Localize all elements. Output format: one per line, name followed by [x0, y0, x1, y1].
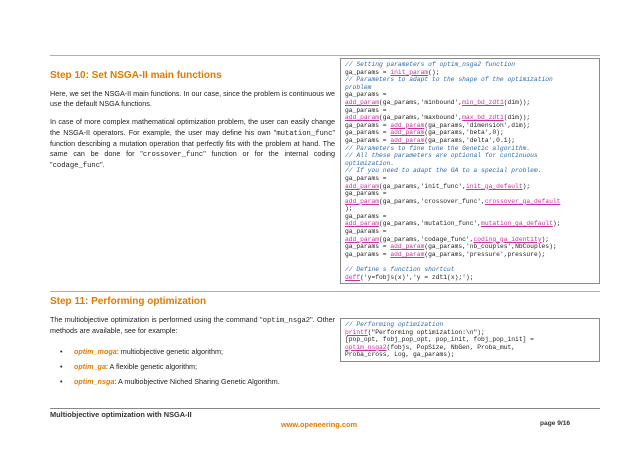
code-text: ('y=fobjs(x)','y = zdt1(x);'); — [360, 273, 474, 281]
codage-func-code: codage_func — [52, 162, 101, 171]
list-item — [50, 359, 335, 374]
page-number: page 9/16 — [540, 420, 571, 427]
list-item — [50, 344, 335, 359]
code-function: max_bd_zdt1 — [462, 114, 504, 122]
code-comment: // Setting parameters of optim_nsga2 function — [345, 61, 516, 68]
step10-paragraph-1: Here, we set the NSGA-II main functions. In our case, since the problem is continuous we use the default NSGA functions. — [50, 89, 335, 109]
code-line — [345, 344, 595, 352]
text-segment: " function describing a mutation operation that perfectly fits with the problem at hand. The same can be done for " — [50, 127, 335, 159]
code-function: crossover_ga_default — [484, 197, 561, 205]
code-function: init_ga_default — [465, 182, 523, 190]
code-function: add_param — [345, 235, 380, 243]
code-function: add_param — [390, 121, 425, 129]
method-name: optim_nsga — [74, 377, 115, 387]
code-text: ga_params = — [345, 91, 387, 99]
code-comment: optimization. — [345, 159, 395, 167]
code-text: (dim)); — [503, 114, 531, 122]
code-line — [345, 107, 595, 115]
code-text: Proba_cross, Log, ga_params); — [345, 351, 455, 359]
code-function: init_param — [390, 68, 429, 76]
code-comment: // All these parameters are optional for continuous — [345, 152, 538, 160]
code-text: [pop_opt, fobj_pop_opt, pop_init, fobj_pop_init] = — [345, 336, 534, 344]
code-text: ); — [345, 205, 353, 213]
code-text: ga_params = — [345, 68, 391, 76]
code-text: (ga_params,'beta',0); — [424, 129, 504, 137]
footer-url-link[interactable]: www.openeering.com — [280, 420, 358, 429]
code-function: add_param — [345, 114, 380, 122]
code-function: add_param — [345, 182, 380, 190]
code-line — [345, 228, 595, 236]
text-segment: ". — [100, 160, 105, 170]
mutation-func-code: mutation_func — [276, 129, 333, 138]
step11-text-column — [50, 296, 335, 389]
code-line — [345, 258, 595, 266]
code-text: (ga_params,'nb_couples',NbCouples); — [424, 243, 557, 251]
code-text: (); — [428, 68, 440, 76]
code-line — [345, 274, 595, 282]
code-line — [345, 175, 595, 183]
text-segment: ". Other methods are available, see for example: — [50, 315, 335, 336]
method-name: optim_moga — [74, 347, 117, 357]
optim-nsga2-code: optim_nsga2 — [262, 317, 311, 325]
code-line — [345, 129, 595, 137]
code-text: (ga_params,'minbound', — [379, 98, 463, 106]
code-line — [345, 205, 595, 213]
code-text: (ga_params,'codage_func', — [379, 235, 474, 243]
code-text: (ga_params,'delta',0.1); — [424, 136, 516, 144]
code-function: min_bd_zdt1 — [462, 98, 504, 106]
step10-paragraph-2 — [50, 117, 335, 171]
code-function: add_param — [390, 250, 425, 258]
code-line — [345, 236, 595, 244]
code-block-optimization — [340, 318, 600, 362]
code-line — [345, 167, 595, 175]
code-line — [345, 213, 595, 221]
footer-title: Multiobjective optimization with NSGA-II — [50, 410, 192, 419]
footer-divider — [50, 408, 600, 409]
code-line — [345, 99, 595, 107]
code-line — [345, 220, 595, 228]
section-divider — [50, 291, 600, 292]
code-line — [345, 114, 595, 122]
step11-title: Step 11: Performing optimization — [50, 296, 207, 307]
code-line — [345, 152, 595, 160]
method-description: : multiobjective genetic algorithm; — [116, 347, 223, 357]
code-text: ga_params = — [345, 174, 387, 182]
code-text: ga_params = — [345, 190, 387, 198]
code-text: (ga_params,'init_func', — [379, 182, 466, 190]
code-line — [345, 137, 595, 145]
list-item — [50, 374, 335, 389]
code-function: add_param — [390, 129, 425, 137]
code-text: ga_params = — [345, 136, 391, 144]
code-comment: // Define s function shortcut — [345, 266, 455, 274]
step10-text-column — [50, 58, 335, 179]
code-comment: // Parameters to fine tune the Genetic algorithm. — [345, 144, 531, 152]
step10-code-column — [340, 58, 600, 284]
code-text: ga_params = — [345, 250, 391, 258]
code-text: ); — [541, 235, 550, 243]
method-description: : A flexible genetic algorithm; — [105, 362, 198, 372]
step11-section — [50, 296, 600, 396]
code-function: add_param — [390, 136, 425, 144]
code-function: mutation_ga_default — [481, 220, 553, 228]
code-line — [345, 91, 595, 99]
code-line — [345, 145, 595, 153]
code-text: ga_params = — [345, 212, 387, 220]
code-function: add_param — [345, 98, 380, 106]
crossover-func-code: crossover_func — [142, 151, 204, 160]
code-line — [345, 61, 595, 69]
code-line — [345, 336, 595, 344]
code-comment: // If you need to adapt the GA to a special problem. — [345, 167, 542, 175]
code-line — [345, 183, 595, 191]
code-line — [345, 198, 595, 206]
code-line — [345, 190, 595, 198]
code-line — [345, 160, 595, 168]
code-function: add_param — [390, 243, 425, 251]
code-line — [345, 76, 595, 84]
code-function: add_param — [345, 197, 380, 205]
code-line — [345, 243, 595, 251]
code-text: ); — [522, 182, 531, 190]
text-segment: In case of more complex mathematical optimization problem, the user can easily change the NSGA-II operators. For example, the user may define his own " — [50, 117, 335, 137]
code-text: (ga_params,'pressure',pressure); — [424, 250, 546, 258]
code-text: ("Performing optimization:\n"); — [367, 328, 485, 336]
code-text: ga_params = — [345, 106, 387, 114]
method-description: : A multiobjective Niched Sharing Genetic Algorithm. — [114, 377, 280, 387]
code-line — [345, 84, 595, 92]
code-text: (ga_params,'mutation_func', — [379, 220, 482, 228]
method-name: optim_ga — [74, 362, 106, 372]
code-text: ga_params = — [345, 129, 391, 137]
code-comment: // Parameters to adapt to the shape of the optimization — [345, 76, 553, 84]
code-text: (ga_params,'dimension',dim); — [424, 121, 531, 129]
text-segment: The multiobjective optimization is performed using the command " — [50, 315, 263, 324]
code-text: (ga_params,'maxbound', — [379, 114, 463, 122]
step11-paragraph — [50, 315, 335, 336]
code-text: (fobjs, PopSize, NbGen, Proba_mut, — [386, 343, 516, 351]
code-line — [345, 122, 595, 130]
step10-title: Step 10: Set NSGA-II main functions — [50, 70, 222, 81]
code-line — [345, 351, 595, 359]
code-function: deff — [345, 273, 361, 281]
code-text: ); — [552, 220, 561, 228]
code-comment: // Performing optimization — [345, 321, 444, 328]
code-block-nsga-params — [340, 58, 600, 284]
code-text: ga_params = — [345, 228, 387, 236]
code-text: ga_params = — [345, 121, 391, 129]
code-text: (ga_params,'crossover_func', — [379, 197, 485, 205]
top-divider — [50, 55, 600, 56]
code-line — [345, 329, 595, 337]
code-comment: problem — [345, 83, 372, 91]
code-line — [345, 251, 595, 259]
step10-section — [50, 58, 600, 283]
code-function: coding_ga_identity — [473, 235, 542, 243]
code-text: (dim)); — [503, 98, 531, 106]
code-line — [345, 69, 595, 77]
code-line — [345, 321, 595, 329]
method-list — [50, 344, 335, 389]
text-segment: " function or for the internal coding " — [50, 149, 335, 170]
code-text — [345, 258, 349, 265]
code-function: add_param — [345, 220, 380, 228]
code-function: printf — [345, 328, 368, 336]
code-line — [345, 266, 595, 274]
step11-code-column — [340, 318, 600, 362]
code-text: ga_params = — [345, 243, 391, 251]
code-function: optim_nsga2 — [345, 343, 387, 351]
